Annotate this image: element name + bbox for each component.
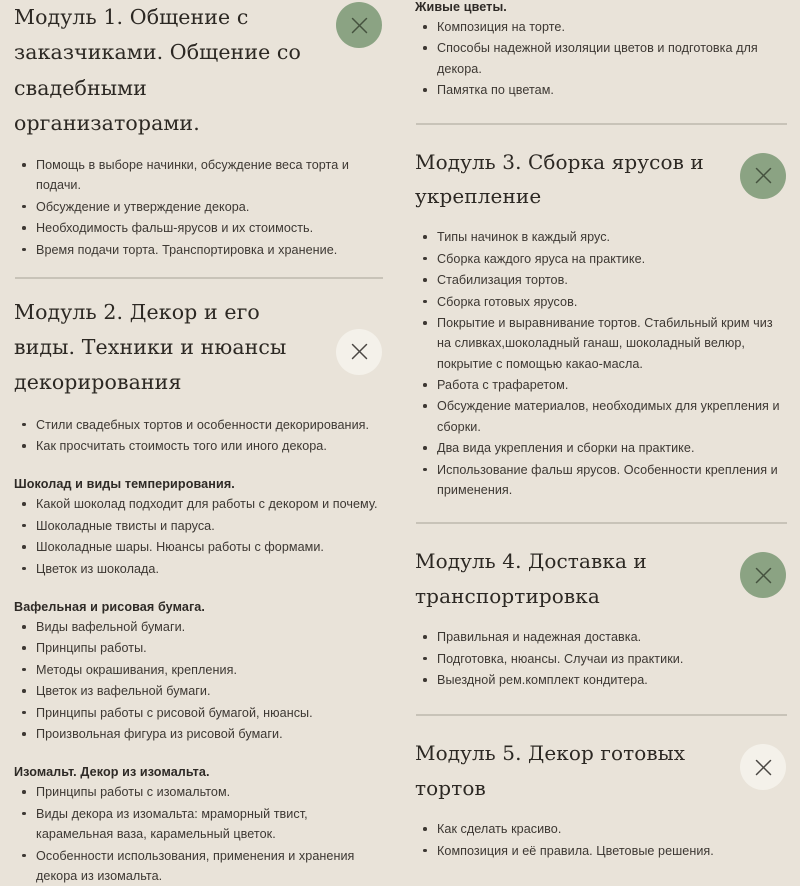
module-3-bullet-list — [415, 227, 788, 500]
close-icon — [349, 341, 370, 362]
module-2-block — [14, 295, 384, 886]
close-icon — [349, 15, 370, 36]
module-5-title: Модуль 5. Декор готовых тортов — [415, 741, 686, 800]
list-item: Принципы работы. — [14, 638, 384, 658]
module-5-bullet-list — [415, 819, 788, 861]
list-item: Выездной рем.комплект кондитера. — [415, 670, 788, 690]
list-item: Памятка по цветам. — [415, 80, 788, 100]
list-item: Подготовка, нюансы. Случаи из практики. — [415, 649, 788, 669]
section-live-flowers — [415, 0, 788, 101]
list-item: Необходимость фальш-ярусов и их стоимость. — [14, 218, 384, 238]
list-item: Типы начинок в каждый ярус. — [415, 227, 788, 247]
separator — [15, 277, 383, 279]
list-item: Виды вафельной бумаги. — [14, 617, 384, 637]
module-2-close-button[interactable] — [336, 329, 382, 375]
module-1-bullet-list — [14, 155, 384, 260]
module-3-title: Модуль 3. Сборка ярусов и укрепление — [415, 149, 704, 208]
module-4-block — [415, 544, 788, 690]
section-chocolate — [14, 477, 384, 579]
list-item: Шоколадные твисты и паруса. — [14, 516, 384, 536]
list-item: Работа с трафаретом. — [415, 375, 788, 395]
list-item: Обсуждение материалов, необходимых для укрепления и сборки. — [415, 396, 788, 437]
module-1-header[interactable] — [14, 0, 384, 141]
list-item: Покрытие и выравнивание тортов. Стабильный крим чиз на сливках,шоколадный ганаш, шоколадный велюр, покрытие с помощью какао-масла. — [415, 313, 788, 374]
section-wafer-paper-heading: Вафельная и рисовая бумага. — [14, 600, 206, 615]
module-3-header[interactable] — [415, 145, 788, 214]
module-3-close-button[interactable] — [740, 153, 786, 199]
module-2-bullet-list — [14, 415, 384, 457]
module-1-close-button[interactable] — [336, 2, 382, 48]
section-isomalt-heading: Изомальт. Декор из изомальта. — [14, 765, 210, 780]
list-item: Виды декора из изомальта: мраморный твист, карамельная ваза, карамельный цветок. — [14, 804, 384, 845]
list-item: Два вида укрепления и сборки на практике. — [415, 438, 788, 458]
list-item: Какой шоколад подходит для работы с декором и почему. — [14, 494, 384, 514]
list-item: Композиция на торте. — [415, 17, 788, 37]
list-item: Как сделать красиво. — [415, 819, 788, 839]
module-3-block — [415, 145, 788, 501]
list-item: Цветок из вафельной бумаги. — [14, 681, 384, 701]
module-4-header[interactable] — [415, 544, 788, 613]
module-5-block — [415, 736, 788, 861]
right-column — [400, 0, 800, 858]
list-item: Обсуждение и утверждение декора. — [14, 197, 384, 217]
close-icon — [753, 165, 774, 186]
separator — [416, 123, 787, 125]
list-item: Стили свадебных тортов и особенности декорирования. — [14, 415, 384, 435]
section-chocolate-heading: Шоколад и виды темперирования. — [14, 477, 235, 492]
list-item: Произвольная фигура из рисовой бумаги. — [14, 724, 384, 744]
section-isomalt — [14, 765, 384, 886]
list-item: Правильная и надежная доставка. — [415, 627, 788, 647]
separator — [416, 714, 787, 716]
section-wafer-paper — [14, 600, 384, 744]
list-item: Способы надежной изоляции цветов и подготовка для декора. — [415, 38, 788, 79]
list-item: Сборка каждого яруса на практике. — [415, 249, 788, 269]
list-item: Стабилизация тортов. — [415, 270, 788, 290]
module-5-close-button[interactable] — [740, 744, 786, 790]
list-item: Использование фальш ярусов. Особенности крепления и применения. — [415, 460, 788, 501]
section-wafer-paper-list — [14, 617, 384, 744]
separator — [416, 522, 787, 524]
module-5-header[interactable] — [415, 736, 788, 805]
left-column — [0, 0, 400, 883]
list-item: Принципы работы с изомальтом. — [14, 782, 384, 802]
list-item: Сборка готовых ярусов. — [415, 292, 788, 312]
list-item: Цветок из шоколада. — [14, 559, 384, 579]
list-item: Помощь в выборе начинки, обсуждение веса торта и подачи. — [14, 155, 384, 196]
list-item: Особенности использования, применения и хранения декора из изомальта. — [14, 846, 384, 886]
section-isomalt-list — [14, 782, 384, 886]
module-4-bullet-list — [415, 627, 788, 690]
list-item: Как просчитать стоимость того или иного декора. — [14, 436, 384, 456]
module-2-title: Модуль 2. Декор и его виды. Техники и нюансы декорирования — [14, 299, 287, 395]
list-item: Принципы работы с рисовой бумагой, нюансы. — [14, 703, 384, 723]
section-live-flowers-list — [415, 17, 788, 101]
module-4-close-button[interactable] — [740, 552, 786, 598]
close-icon — [753, 565, 774, 586]
module-1-title: Модуль 1. Общение с заказчиками. Общение со свадебными организаторами. — [14, 5, 301, 135]
section-chocolate-list — [14, 494, 384, 579]
list-item: Методы окрашивания, крепления. — [14, 660, 384, 680]
module-4-title: Модуль 4. Доставка и транспортировка — [415, 549, 647, 608]
list-item: Шоколадные шары. Нюансы работы с формами. — [14, 537, 384, 557]
module-2-header[interactable] — [14, 295, 384, 401]
section-live-flowers-heading: Живые цветы. — [415, 0, 507, 14]
module-1-block — [14, 0, 384, 260]
list-item: Время подачи торта. Транспортировка и хранение. — [14, 240, 384, 260]
close-icon — [753, 757, 774, 778]
list-item: Композиция и её правила. Цветовые решения. — [415, 841, 788, 861]
